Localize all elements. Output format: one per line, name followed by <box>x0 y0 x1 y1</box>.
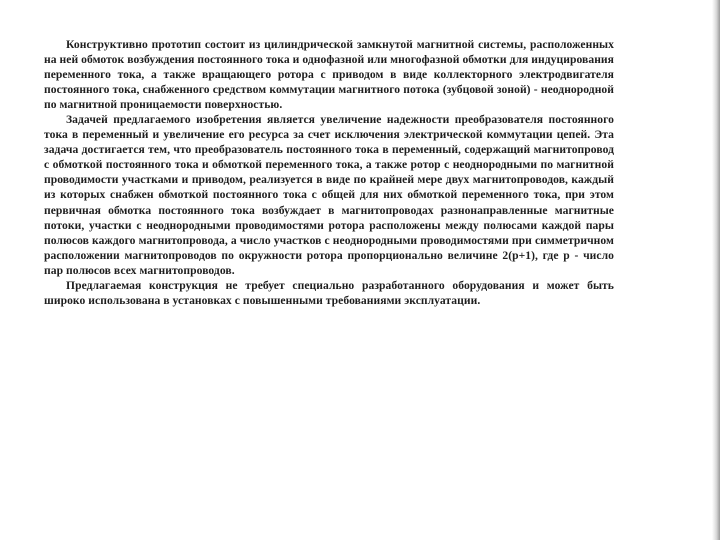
paragraph-prototype-description: Конструктивно прототип состоит из цилиндрической замкнутой магнитной системы, расположенных на ней обмоток возбуждения постоянного тока и однофазной или многофазной обмотки для индуцирования переменного тока, а также вращающего ротора с приводом в виде коллекторного электродвигателя постоянного тока, снабженного средством коммутации магнитного потока (зубцовой зоной) - неоднородной по магнитной проницаемости поверхностью. <box>44 38 614 112</box>
paragraph-invention-objective: Задачей предлагаемого изобретения является увеличение надежности преобразователя постоянного тока в переменный и увеличение его ресурса за счет исключения электрической коммутации цепей. Эта задача достигается тем, что преобразователь постоянного тока в переменный, содержащий магнитопровод с обмоткой постоянного тока и обмоткой переменного тока, а также ротор с неоднородными по магнитной проводимости участками и приводом, реализуется в виде по крайней мере двух магнитопроводов, каждый из которых снабжен обмоткой постоянного тока с общей для них обмоткой переменного тока, при этом первичная обмотка постоянного тока возбуждает в магнитопроводах разнонаправленные магнитные потоки, участки с неоднородными проводимостями ротора расположены между полюсами каждой пары полюсов каждого магнитопровода, а число участков с неоднородными проводимостями при симметричном расположении магнитопроводов по окружности ротора пропорционально величине 2(р+1), где р - число пар полюсов всех магнитопроводов. <box>44 113 614 277</box>
document-body <box>44 37 614 308</box>
page-edge-shadow <box>712 0 720 540</box>
paragraph-applicability: Предлагаемая конструкция не требует специально разработанного оборудования и может быть широко использована в установках с повышенными требованиями эксплуатации. <box>44 278 614 307</box>
